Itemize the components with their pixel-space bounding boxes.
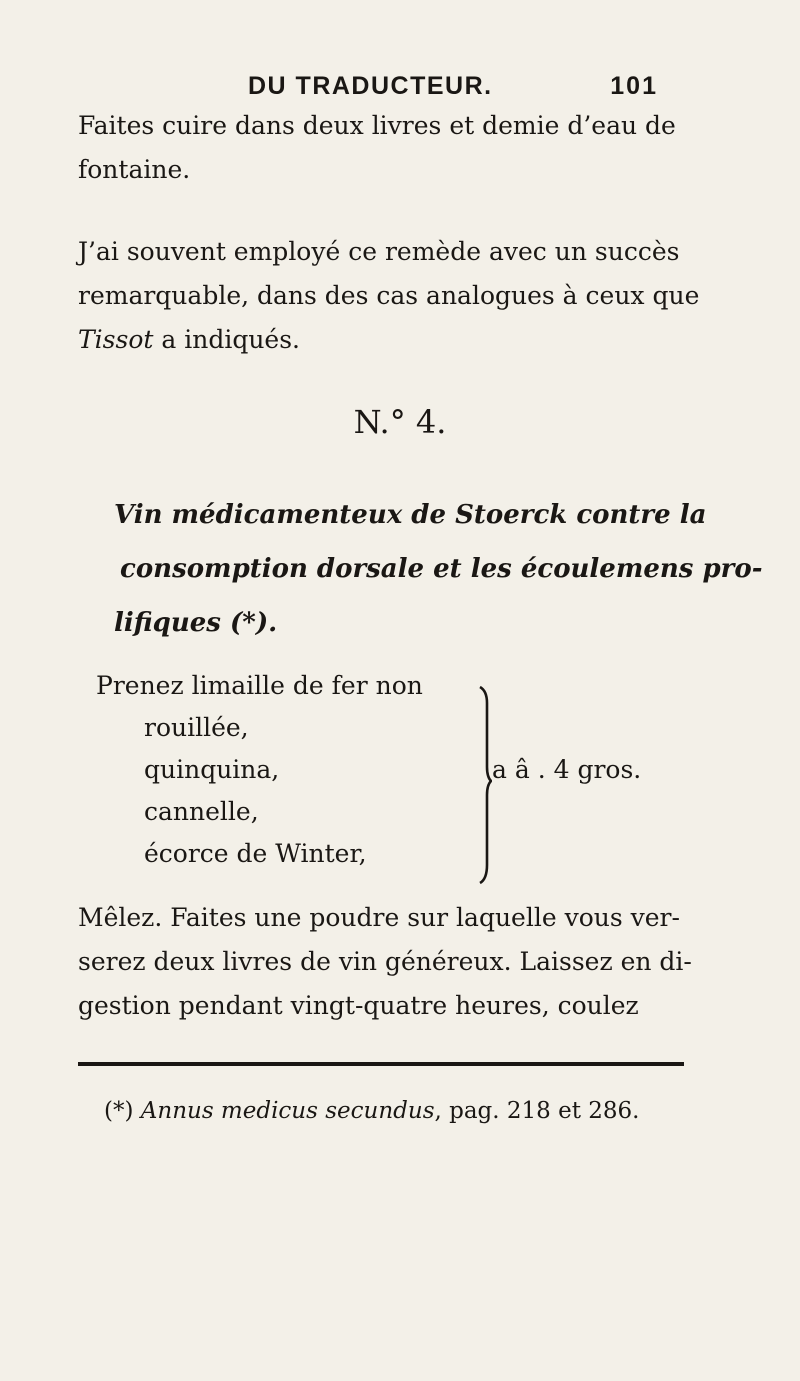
text-fragment: a indiqués. [153,325,301,354]
paragraph-3 [78,896,692,1028]
text-line: remarquable, dans des cas analogues à ceux que [78,281,700,310]
ingredient: rouillée, [144,713,249,742]
ingredient: quinquina, [144,755,280,784]
text-line: fontaine. [78,155,191,184]
footnote-source-title: Annus medicus secundus [140,1098,435,1124]
text-line [78,318,678,362]
author-name: Tissot [78,325,154,354]
ingredient: écorce de Winter, [144,839,367,868]
footnote-mark: (*) [104,1098,141,1124]
ingredient: cannelle, [144,797,259,826]
title-line: consomption dorsale et les écoulemens pro- [120,554,763,584]
footnote-divider [78,1062,684,1066]
prescription-lead: Prenez limaille de fer non [96,671,423,700]
page-number: 101 [610,72,658,100]
paragraph-1 [78,104,678,192]
text-line: Faites cuire dans deux livres et demie d’eau de [78,111,676,140]
dose-text: a â . 4 gros. [492,755,642,784]
title-line: Vin médicamenteux de Stoerck contre la [114,500,707,530]
running-header [248,72,658,101]
text-line: gestion pendant vingt-quatre heures, coulez [78,991,639,1020]
prescription-list [96,665,423,875]
brace-icon [478,685,492,885]
footnote [104,1098,640,1124]
recipe-number: N.° 4. [353,403,447,441]
running-title: DU TRADUCTEUR. [248,72,493,100]
title-line: lifiques (*). [114,608,278,638]
recipe-title [114,488,763,650]
footnote-reference: , pag. 218 et 286. [434,1098,640,1124]
paragraph-2 [78,230,700,362]
text-line: Mêlez. Faites une poudre sur laquelle vous ver- [78,903,680,932]
text-line: J’ai souvent employé ce remède avec un succès [78,237,680,266]
text-line: serez deux livres de vin généreux. Laissez en di- [78,947,692,976]
